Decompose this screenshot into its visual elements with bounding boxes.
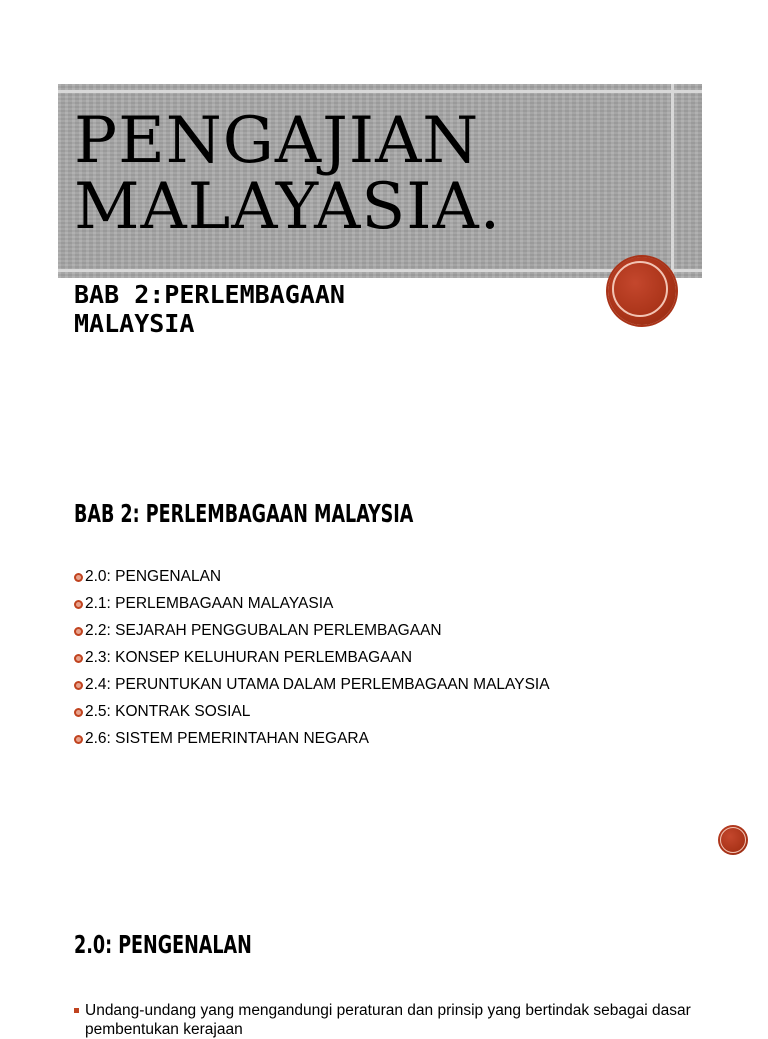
- list-item-label: 2.6: SISTEM PEMERINTAHAN NEGARA: [85, 730, 369, 747]
- list-item-label: 2.1: PERLEMBAGAAN MALAYASIA: [85, 595, 334, 612]
- bullet-icon: [74, 600, 83, 609]
- bullet-icon: [74, 681, 83, 690]
- list-item-label: 2.5: KONTRAK SOSIAL: [85, 703, 251, 720]
- list-item-label: 2.2: SEJARAH PENGGUBALAN PERLEMBAGAAN: [85, 622, 442, 639]
- list-item: [74, 675, 550, 702]
- intro-paragraph-text: Undang-undang yang mengandungi peraturan dan prinsip yang bertindak sebagai dasar pembentukan kerajaan: [85, 1002, 691, 1038]
- bullet-icon: [74, 573, 83, 582]
- list-item-label: 2.4: PERUNTUKAN UTAMA DALAM PERLEMBAGAAN MALAYSIA: [85, 676, 550, 693]
- main-title: [74, 104, 502, 244]
- subtitle: [74, 280, 345, 338]
- main-title-line1: PENGAJIAN: [74, 104, 480, 178]
- bullet-icon: [74, 654, 83, 663]
- band-line-top: [58, 90, 702, 93]
- intro-paragraph: [74, 1001, 725, 1039]
- list-item-label: 2.3: KONSEP KELUHURAN PERLEMBAGAAN: [85, 649, 413, 666]
- list-item: [74, 621, 550, 648]
- band-line-bottom: [58, 269, 702, 272]
- square-bullet-icon: [74, 1008, 79, 1013]
- subtitle-line1: BAB 2:PERLEMBAGAAN: [74, 280, 345, 309]
- intro-heading: 2.0: PENGENALAN: [74, 930, 252, 959]
- list-item: [74, 729, 550, 756]
- contents-heading: BAB 2: PERLEMBAGAAN MALAYSIA: [74, 499, 414, 528]
- list-item: [74, 648, 550, 675]
- bullet-icon: [74, 708, 83, 717]
- contents-list: [74, 567, 550, 756]
- decorative-circle-icon: [608, 257, 676, 325]
- list-item: [74, 702, 550, 729]
- circle-ring: [720, 827, 746, 853]
- list-item: [74, 594, 550, 621]
- circle-ring: [612, 261, 668, 317]
- list-item-label: 2.0: PENGENALAN: [85, 568, 222, 585]
- list-item: [74, 567, 550, 594]
- decorative-circle-icon: [718, 825, 748, 855]
- main-title-line2: MALAYASIA.: [74, 170, 502, 244]
- contents-slide: [0, 440, 768, 860]
- bullet-icon: [74, 735, 83, 744]
- title-slide: [0, 0, 768, 440]
- band-vertical-line: [671, 84, 674, 278]
- subtitle-line2: MALAYSIA: [74, 309, 195, 338]
- bullet-icon: [74, 627, 83, 636]
- intro-slide: [0, 860, 768, 1038]
